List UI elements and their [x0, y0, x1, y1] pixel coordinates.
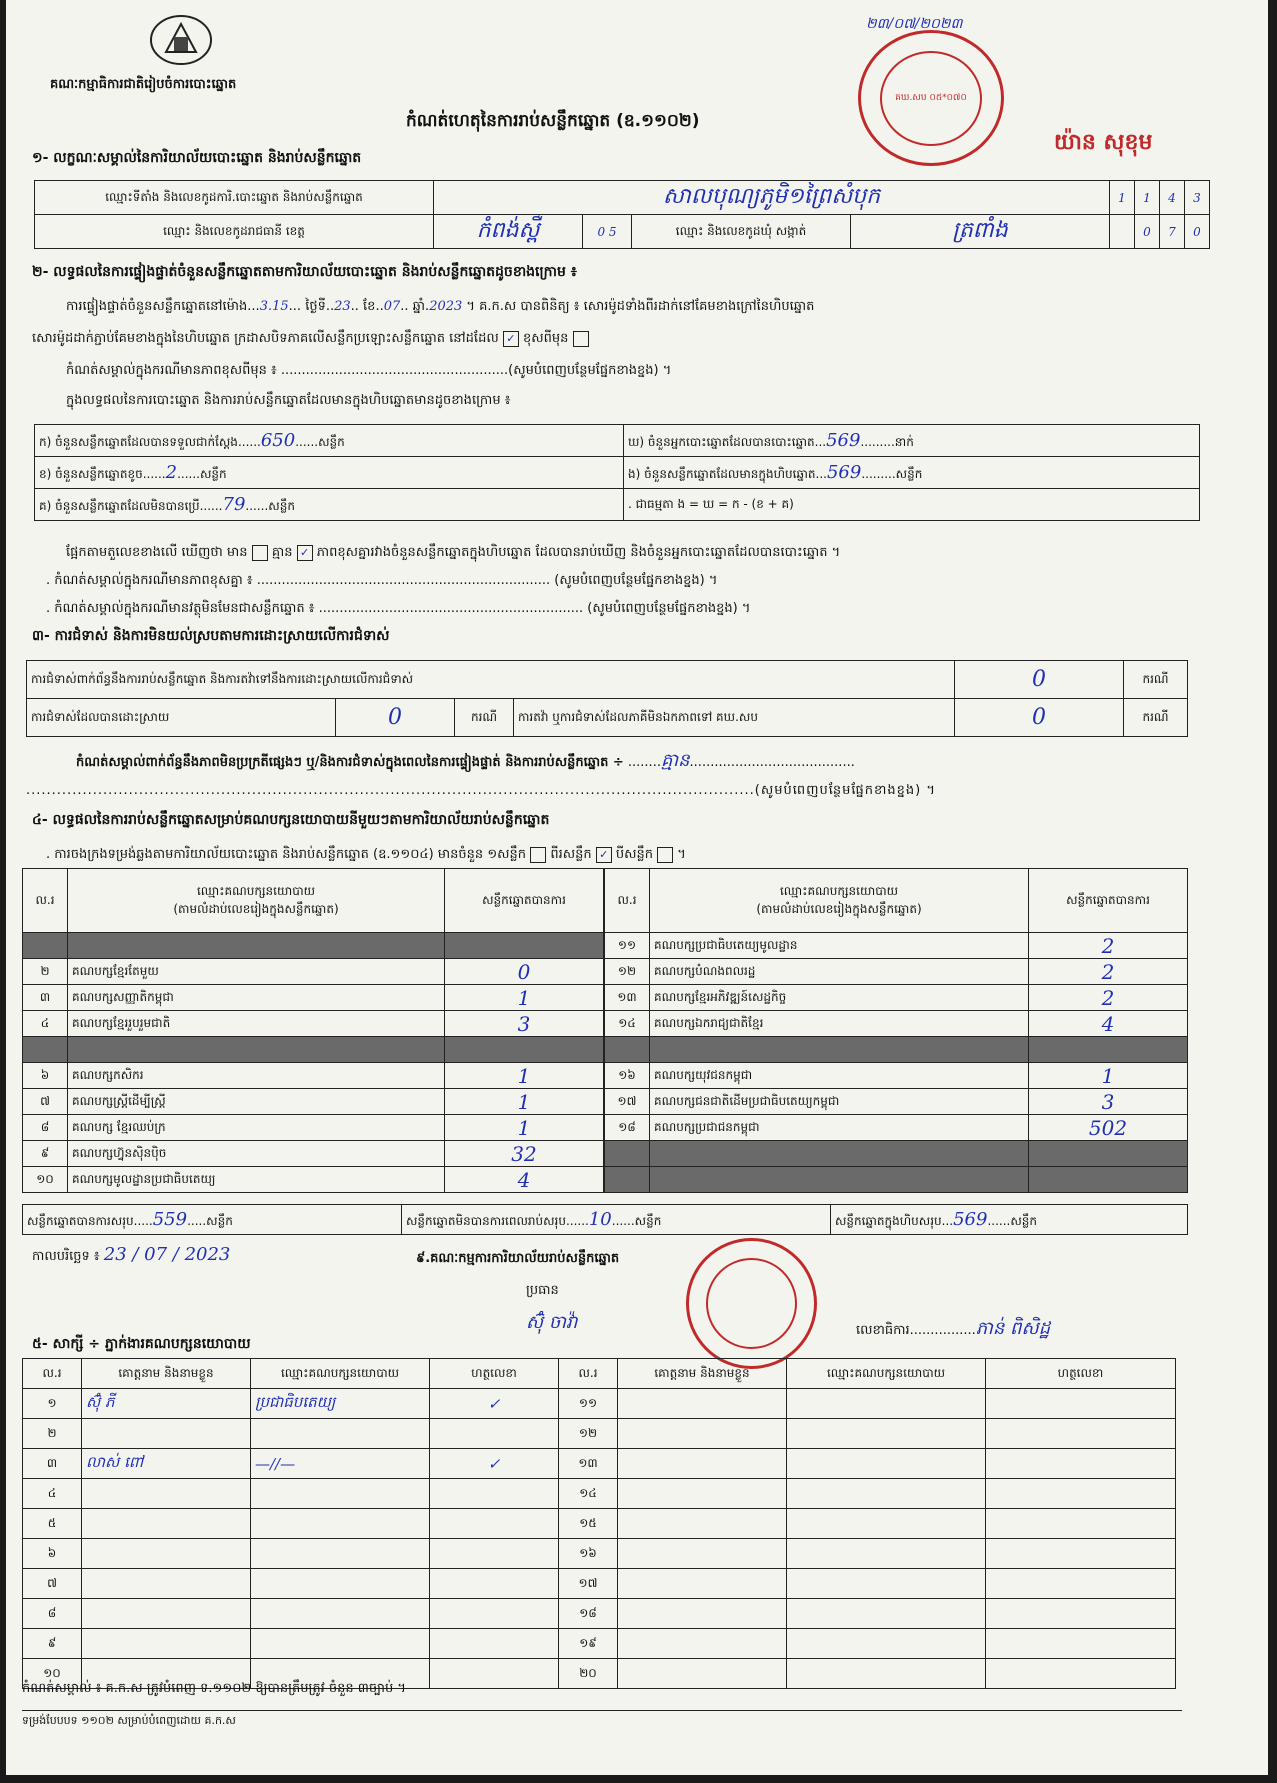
witness-name: [82, 1569, 251, 1599]
verify-month: 07: [383, 299, 401, 314]
party-name: គណបក្សឯករាជ្យជាតិខ្មែរ: [650, 1011, 1029, 1037]
witness-party: [251, 1629, 430, 1659]
col-party: ឈ្មោះគណបក្សនយោបាយ (តាមលំដាប់លេខរៀងក្នុងសន្លឹកឆ្នោត): [68, 869, 445, 933]
party-no: ១៧: [605, 1089, 650, 1115]
witness-signature: [986, 1569, 1176, 1599]
witness-no: ៣: [23, 1449, 82, 1479]
form-page: [6, 0, 1268, 1775]
witness-party: [251, 1569, 430, 1599]
unresolved-count: 0: [955, 699, 1124, 737]
party-name: [68, 1037, 445, 1063]
footnote: កំណត់សម្គាល់ ៖ គ.ក.ស ត្រូវបំពេញ ទ.១១០២ ឱ្យបានត្រឹមត្រូវ ចំនួន ៣ច្បាប់ ។: [22, 1681, 406, 1696]
witness-name: [82, 1599, 251, 1629]
col-party: ឈ្មោះគណបក្សនយោបាយ (តាមលំដាប់លេខរៀងក្នុងសន្លឹកឆ្នោត): [650, 869, 1029, 933]
party-votes: 2: [1029, 985, 1188, 1011]
witness-signature: [986, 1419, 1176, 1449]
party-votes: 1: [445, 985, 604, 1011]
party-row: [23, 933, 604, 959]
party-votes: 1: [445, 1089, 604, 1115]
witness-no: ៨: [23, 1599, 82, 1629]
witness-name: [82, 1509, 251, 1539]
party-no: ៨: [23, 1115, 68, 1141]
ballots-received: ក) ចំនួនសន្លឹកឆ្នោតដែលបានទទួលជាក់ស្ដែង......650......សន្លឹក: [35, 425, 624, 457]
witness-no: ១១: [559, 1389, 618, 1419]
location-code-digit: 1: [1135, 181, 1160, 215]
witness-signature: [986, 1659, 1176, 1689]
ballots-unused: គ) ចំនួនសន្លឹកឆ្នោតដែលមិនបានប្រើ......79......សន្លឹក: [35, 489, 624, 521]
party-no: [23, 1037, 68, 1063]
party-row: [605, 1089, 1188, 1115]
party-no: [605, 1167, 650, 1193]
result-intro: ក្នុងលទ្ធផលនៃការបោះឆ្នោត និងការរាប់សន្លឹកឆ្នោតដែលមានក្នុងហិបឆ្នោតមានដូចខាងក្រោម ៖: [66, 393, 511, 408]
witness-name: [618, 1659, 787, 1689]
party-votes: 0: [445, 959, 604, 985]
commune-code-digit: 0: [1185, 215, 1210, 249]
difference-note: . កំណត់សម្គាល់ក្នុងករណីមានភាពខុសគ្នា ៖ ....................................................................... (សូមបំពេញបន្ថែមផ្នែកខាងខ្នង) ។: [46, 573, 718, 588]
objection-count: 0: [955, 661, 1124, 699]
org-name: គណៈកម្មាធិការជាតិរៀបចំការបោះឆ្នោត: [50, 77, 237, 92]
party-row: [23, 1037, 604, 1063]
witness-party: —//—: [251, 1449, 430, 1479]
party-row: [605, 1141, 1188, 1167]
commune-code-digit: 0: [1135, 215, 1160, 249]
witness-row: [23, 1509, 1176, 1539]
official-seal-bottom: [686, 1238, 817, 1369]
chair-label: ប្រធាន: [526, 1283, 559, 1298]
witness-name: [618, 1389, 787, 1419]
party-no: ១២: [605, 959, 650, 985]
party-results-left: [22, 868, 604, 1193]
witness-table: ល.រ គោត្តនាម និងនាមខ្លួន ឈ្មោះគណបក្សនយោបាយ ហត្ថលេខា ល.រ គោត្តនាម និងនាមខ្លួន ឈ្មោះគណបក្សនយោបាយ ហត្ថលេខា ១ ស៊ុំ ភី ប្រជាធិបតេយ្យ ✓ ១១ ២ ១២ ៣ លាស់ ពៅ —//— ✓ ១៣ ៤ ១៤ ៥ ១៥ ៦ ១៦ ៧ ១៧ ៨ ១៨ ៩ ១៩ ១០ ២០: [22, 1358, 1176, 1689]
witness-signature: [430, 1539, 559, 1569]
commune-name: ត្រពាំង: [851, 215, 1110, 249]
witness-name: [618, 1569, 787, 1599]
difference-check-line: ផ្អែកតាមតួលេខខាងលើ ឃើញថា មាន គ្មាន ✓ ភាពខុសគ្នារវាងចំនួនសន្លឹកឆ្នោតក្នុងហិបឆ្នោត ដែលបានរាប់ឃើញ និងចំនួនអ្នកបោះឆ្នោតដែលបានបោះឆ្នោត ។: [66, 545, 841, 560]
party-no: ៤: [23, 1011, 68, 1037]
witness-row: [23, 1389, 1176, 1419]
witness-signature: [986, 1449, 1176, 1479]
party-votes: 3: [445, 1011, 604, 1037]
witness-name: [618, 1599, 787, 1629]
witness-signature: [430, 1419, 559, 1449]
divider: [22, 1710, 1182, 1711]
signer-name: យ៉ាន សុខុម: [1054, 130, 1153, 155]
verify-year: 2023: [429, 299, 463, 314]
party-results-right: [604, 868, 1188, 1193]
party-name: [650, 1141, 1029, 1167]
commune-label: ឈ្មោះ និងលេខកូដឃុំ សង្កាត់: [632, 215, 851, 249]
witness-no: ១៧: [559, 1569, 618, 1599]
ballots-spoiled: ខ) ចំនួនសន្លឹកឆ្នោតខូច......2......សន្លឹក: [35, 457, 624, 489]
party-name: គណបក្សហ្វ៊ុនស៊ិនប៉ិច: [68, 1141, 445, 1167]
party-votes: [1029, 1141, 1188, 1167]
witness-name: [82, 1419, 251, 1449]
witness-no: ១៨: [559, 1599, 618, 1629]
committee-label: ៩.គណៈកម្មការការិយាល័យរាប់សន្លឹកឆ្នោត: [416, 1251, 620, 1266]
party-row: [23, 1167, 604, 1193]
case-unit: ករណី: [455, 699, 514, 737]
witness-row: [23, 1599, 1176, 1629]
witness-party: [787, 1389, 986, 1419]
witness-name: [618, 1479, 787, 1509]
section5-heading: ៥- សាក្សី ÷ ភ្នាក់ងារគណបក្សនយោបាយ: [32, 1336, 251, 1352]
witness-signature: [430, 1569, 559, 1599]
party-votes: 2: [1029, 959, 1188, 985]
witness-signature: [986, 1539, 1176, 1569]
witness-party: [787, 1479, 986, 1509]
location-name: សាលបុណ្យភូមិ១ព្រៃសំបុក: [434, 181, 1110, 215]
party-row: [23, 1011, 604, 1037]
totals-table: [22, 1204, 1188, 1235]
party-name: គណបក្សខ្មែររួបរួមជាតិ: [68, 1011, 445, 1037]
location-code-digit: 3: [1185, 181, 1210, 215]
witness-signature: [986, 1599, 1176, 1629]
location-label: ឈ្មោះទីតាំង និងលេខកូដការិ.បោះឆ្នោត និងរាប់សន្លឹកឆ្នោត: [35, 181, 434, 215]
party-row: [23, 1063, 604, 1089]
witness-party: [787, 1449, 986, 1479]
no-difference-checkbox[interactable]: ✓: [297, 545, 313, 561]
party-name: គណបក្សខ្មែរអភិវឌ្ឍន៍សេដ្ឋកិច្ច: [650, 985, 1029, 1011]
total-box: សន្លឹកឆ្នោតក្នុងហិបសរុប...569......សន្លឹក: [831, 1205, 1188, 1235]
witness-row: [23, 1629, 1176, 1659]
form-note: ទម្រង់បែបបទ ១១០២ សម្រាប់បំពេញដោយ គ.ក.ស: [22, 1714, 236, 1727]
irregularity-note: កំណត់សម្គាល់ពាក់ព័ន្ធនឹងភាពមិនប្រក្រតីផ្សេងៗ ឬ/និងការជំទាស់ក្នុងពេលនៃការផ្ទៀងផ្ទាត់ និងការរាប់សន្លឹកឆ្នោត ÷ ........គ្មាន........................................: [76, 750, 855, 771]
party-row: [605, 985, 1188, 1011]
has-difference-checkbox[interactable]: [252, 545, 268, 561]
party-name: គណបក្សស្ត្រីដើម្បីស្ត្រី: [68, 1089, 445, 1115]
witness-row: [23, 1539, 1176, 1569]
witness-party: [251, 1599, 430, 1629]
case-unit: ករណី: [1124, 661, 1188, 699]
location-code-digit: 1: [1110, 181, 1135, 215]
witness-signature: [430, 1659, 559, 1689]
location-table: [34, 180, 1210, 249]
witness-no: ១៥: [559, 1509, 618, 1539]
party-no: ១៨: [605, 1115, 650, 1141]
witness-no: ១៤: [559, 1479, 618, 1509]
party-row: [23, 959, 604, 985]
party-votes: 4: [445, 1167, 604, 1193]
party-row: [605, 1063, 1188, 1089]
party-row: [605, 1037, 1188, 1063]
party-votes: 2: [1029, 933, 1188, 959]
witness-name: លាស់ ពៅ: [82, 1449, 251, 1479]
verify-day: 23: [334, 299, 351, 314]
party-no: [23, 933, 68, 959]
party-votes: 502: [1029, 1115, 1188, 1141]
form-title: កំណត់ហេតុនៃការរាប់សន្លឹកឆ្នោត (ឧ.១១០២): [406, 111, 700, 131]
party-row: [23, 985, 604, 1011]
party-no: ៧: [23, 1089, 68, 1115]
witness-party: [787, 1539, 986, 1569]
seal-code: គឃ.សប ០៥*០៧០: [895, 92, 967, 103]
section3-heading: ៣- ការជំទាស់ និងការមិនយល់ស្របតាមការដោះស្រាយលើការជំទាស់: [32, 628, 390, 644]
party-row: [605, 1115, 1188, 1141]
party-row: [605, 1011, 1188, 1037]
witness-no: ៤: [23, 1479, 82, 1509]
party-row: [23, 1089, 604, 1115]
witness-no: ១២: [559, 1419, 618, 1449]
emblem-icon: [146, 12, 216, 67]
party-votes: 3: [1029, 1089, 1188, 1115]
witness-party: [787, 1599, 986, 1629]
three-sheet-checkbox[interactable]: [657, 847, 673, 863]
witness-no: ១៣: [559, 1449, 618, 1479]
one-sheet-checkbox[interactable]: [530, 847, 546, 863]
province-label: ឈ្មោះ និងលេខកូដរាជធានី ខេត្ត: [35, 215, 434, 249]
section4-heading: ៤- លទ្ធផលនៃការរាប់សន្លឹកឆ្នោតសម្រាប់គណបក្សនយោបាយនីមួយៗតាមការិយាល័យរាប់សន្លឹកឆ្នោត: [32, 812, 550, 828]
irregularity-note-tail: ..............................................................................................................................................(សូមបំពេញបន្ថែមផ្នែកខាងខ្នង) ។: [26, 783, 936, 798]
witness-signature: [986, 1509, 1176, 1539]
witness-party: [251, 1539, 430, 1569]
unchanged-checkbox[interactable]: ✓: [503, 331, 519, 347]
witness-party: [787, 1419, 986, 1449]
party-votes: 4: [1029, 1011, 1188, 1037]
party-name: [650, 1167, 1029, 1193]
official-seal-top: [858, 30, 1004, 166]
seal-check-line: សោរម៉ូដដាក់ភ្ជាប់គែមខាងក្នុងនៃហិបឆ្នោត ក្រដាសបិទភាគលើសន្លឹកប្រឡោះសន្លឹកឆ្នោត នៅដដែល ✓ ខុសពីមុន: [32, 330, 589, 349]
col-no: ល.រ: [23, 869, 68, 933]
party-no: ១១: [605, 933, 650, 959]
witness-no: ១០: [23, 1659, 82, 1689]
witness-name: [618, 1509, 787, 1539]
province-code: 0 5: [583, 215, 632, 249]
party-no: ១០: [23, 1167, 68, 1193]
party-no: ៦: [23, 1063, 68, 1089]
party-name: គណបក្សយុវជនកម្ពុជា: [650, 1063, 1029, 1089]
total-valid: សន្លឹកឆ្នោតបានការសរុប.....559.....សន្លឹក: [23, 1205, 402, 1235]
ballot-count-table: [34, 424, 1200, 521]
objection-table: [26, 660, 1188, 737]
party-row: [23, 1115, 604, 1141]
witness-signature: ✓: [430, 1389, 559, 1419]
witness-name: [618, 1449, 787, 1479]
secretary-label: លេខាធិការ................ភាន់ ពិសិដ្ឋ: [856, 1318, 1051, 1339]
verify-line: ការផ្ទៀងផ្ទាត់ចំនួនសន្លឹកឆ្នោតនៅម៉ោង...3.15... ថ្ងៃទី..23.. ខែ..07.. ឆ្នាំ.2023 ។ គ.ក.ស បានពិនិត្យ ៖ សោរម៉ូដទាំងពីរដាក់នៅគែមខាងក្រៅនៃហិបឆ្នោត: [66, 299, 815, 314]
party-name: គណបក្សខ្មែរតែមួយ: [68, 959, 445, 985]
resolved-label: ការជំទាស់ដែលបានដោះស្រាយ: [27, 699, 336, 737]
witness-signature: [986, 1389, 1176, 1419]
party-votes: 1: [1029, 1063, 1188, 1089]
witness-name: [82, 1539, 251, 1569]
party-no: [605, 1141, 650, 1167]
party-no: ១៤: [605, 1011, 650, 1037]
col-votes: សន្លឹកឆ្នោតបានការ: [445, 869, 604, 933]
witness-no: ៩: [23, 1629, 82, 1659]
party-votes: [1029, 1037, 1188, 1063]
witness-no: ២: [23, 1419, 82, 1449]
witness-party: [787, 1659, 986, 1689]
witness-no: ១: [23, 1389, 82, 1419]
unresolved-label: ការតវ៉ា ឬការជំទាស់ដែលភាគីមិនឯកភាពទៅ គឃ.សប: [514, 699, 955, 737]
party-no: ១៣: [605, 985, 650, 1011]
witness-row: [23, 1479, 1176, 1509]
party-name: គណបក្សជនជាតិដើមប្រជាធិបតេយ្យកម្ពុជា: [650, 1089, 1029, 1115]
commune-code-digit: 7: [1160, 215, 1185, 249]
changed-checkbox[interactable]: [573, 331, 589, 347]
witness-signature: [430, 1599, 559, 1629]
col-votes: សន្លឹកឆ្នោតបានការ: [1029, 869, 1188, 933]
party-row: [605, 1167, 1188, 1193]
ballots-in-box: ង) ចំនួនសន្លឹកឆ្នោតដែលមានក្នុងហិបឆ្នោត...569.........សន្លឹក: [624, 457, 1200, 489]
party-votes: [445, 933, 604, 959]
party-no: ១៦: [605, 1063, 650, 1089]
party-row: [23, 1141, 604, 1167]
two-sheet-checkbox[interactable]: ✓: [596, 847, 612, 863]
witness-party: [251, 1479, 430, 1509]
verify-time: 3.15: [259, 299, 289, 314]
party-no: [605, 1037, 650, 1063]
witness-no: ១៩: [559, 1629, 618, 1659]
party-name: គណបក្សសញ្ញាតិកម្ពុជា: [68, 985, 445, 1011]
witness-no: ១៦: [559, 1539, 618, 1569]
party-votes: 32: [445, 1141, 604, 1167]
witness-name: [82, 1629, 251, 1659]
witness-name: [618, 1539, 787, 1569]
witness-row: [23, 1419, 1176, 1449]
party-name: គណបក្សប្រជាធិបតេយ្យមូលដ្ឋាន: [650, 933, 1029, 959]
party-votes: 1: [445, 1115, 604, 1141]
location-code-digit: 4: [1160, 181, 1185, 215]
party-name: គណបក្សមូលដ្ឋានប្រជាធិបតេយ្យ: [68, 1167, 445, 1193]
witness-no: ២០: [559, 1659, 618, 1689]
formula: . ជាធម្មតា ង = ឃ = ក - (ខ + គ): [624, 489, 1200, 521]
section2-heading: ២- លទ្ធផលនៃការផ្ទៀងផ្ទាត់ចំនួនសន្លឹកឆ្នោតតាមការិយាល័យបោះឆ្នោត និងរាប់សន្លឹកឆ្នោតដូចខាងក្រោម ៖: [32, 264, 577, 280]
province-name: កំពង់ស្ពឺ: [434, 215, 583, 249]
witness-row: [23, 1569, 1176, 1599]
witness-name: [82, 1479, 251, 1509]
witness-name: [618, 1629, 787, 1659]
witness-party: ប្រជាធិបតេយ្យ: [251, 1389, 430, 1419]
witness-party: [251, 1509, 430, 1539]
party-name: គណបក្សកសិករ: [68, 1063, 445, 1089]
copy-count-line: . ការចងក្រងទម្រង់ឆ្លងតាមការិយាល័យបោះឆ្នោត និងរាប់សន្លឹកឆ្នោត (ឧ.១១០៤) មានចំនួន ១សន្លឹក ពីរសន្លឹក ✓ បីសន្លឹក ។: [46, 847, 686, 862]
section1-heading: ១- លក្ខណៈសម្គាល់នៃការិយាល័យបោះឆ្នោត និងរាប់សន្លឹកឆ្នោត: [32, 150, 362, 166]
stamp-date-note: ២៣/០៧/២០២៣: [866, 16, 963, 32]
party-votes: 1: [445, 1063, 604, 1089]
foreign-object-note: . កំណត់សម្គាល់ក្នុងករណីមានវត្ថុមិនមែនជាសន្លឹកឆ្នោត ៖ ................................................................ (សូមបំពេញបន្ថែមផ្នែកខាងខ្នង) ។: [46, 601, 751, 616]
witness-no: ៧: [23, 1569, 82, 1599]
party-no: ៩: [23, 1141, 68, 1167]
witness-name: [618, 1419, 787, 1449]
witness-name: ស៊ុំ ភី: [82, 1389, 251, 1419]
witness-party: [251, 1419, 430, 1449]
party-votes: [445, 1037, 604, 1063]
case-unit: ករណី: [1124, 699, 1188, 737]
witness-signature: [986, 1629, 1176, 1659]
witness-party: [787, 1569, 986, 1599]
party-name: គណបក្សប្រជាជនកម្ពុជា: [650, 1115, 1029, 1141]
witness-signature: [986, 1479, 1176, 1509]
witness-row: [23, 1449, 1176, 1479]
party-row: [605, 933, 1188, 959]
change-note: កំណត់សម្គាល់ក្នុងករណីមានភាពខុសពីមុន ៖ .......................................................(សូមបំពេញបន្ថែមផ្នែកខាងខ្នង) ។: [66, 363, 672, 378]
total-invalid: សន្លឹកឆ្នោតមិនបានការពេលរាប់សរុប......10......សន្លឹក: [402, 1205, 831, 1235]
witness-no: ៥: [23, 1509, 82, 1539]
party-no: ២: [23, 959, 68, 985]
witness-signature: [430, 1479, 559, 1509]
party-no: ៣: [23, 985, 68, 1011]
voters-voted: ឃ) ចំនួនអ្នកបោះឆ្នោតដែលបានបោះឆ្នោត...569.........នាក់: [624, 425, 1200, 457]
witness-party: [787, 1629, 986, 1659]
party-name: គណបក្សបំណងពលរដ្ឋ: [650, 959, 1029, 985]
date-line: កាលបរិច្ឆេទ ៖ 23 / 07 / 2023: [32, 1244, 231, 1265]
party-name: [650, 1037, 1029, 1063]
col-no: ល.រ: [605, 869, 650, 933]
resolved-count: 0: [336, 699, 455, 737]
witness-signature: [430, 1509, 559, 1539]
chair-signature: ស៊ុំ ចាវ៉ា: [526, 1312, 578, 1333]
witness-signature: [430, 1629, 559, 1659]
witness-signature: ✓: [430, 1449, 559, 1479]
party-name: [68, 933, 445, 959]
witness-no: ៦: [23, 1539, 82, 1569]
party-name: គណបក្ស ខ្មែរឈប់ក្រ: [68, 1115, 445, 1141]
party-row: [605, 959, 1188, 985]
witness-party: [787, 1509, 986, 1539]
party-votes: [1029, 1167, 1188, 1193]
objection-label: ការជំទាស់ពាក់ព័ន្ធនឹងការរាប់សន្លឹកឆ្នោត និងការតវ៉ាទៅនឹងការដោះស្រាយលើការជំទាស់: [27, 661, 955, 699]
